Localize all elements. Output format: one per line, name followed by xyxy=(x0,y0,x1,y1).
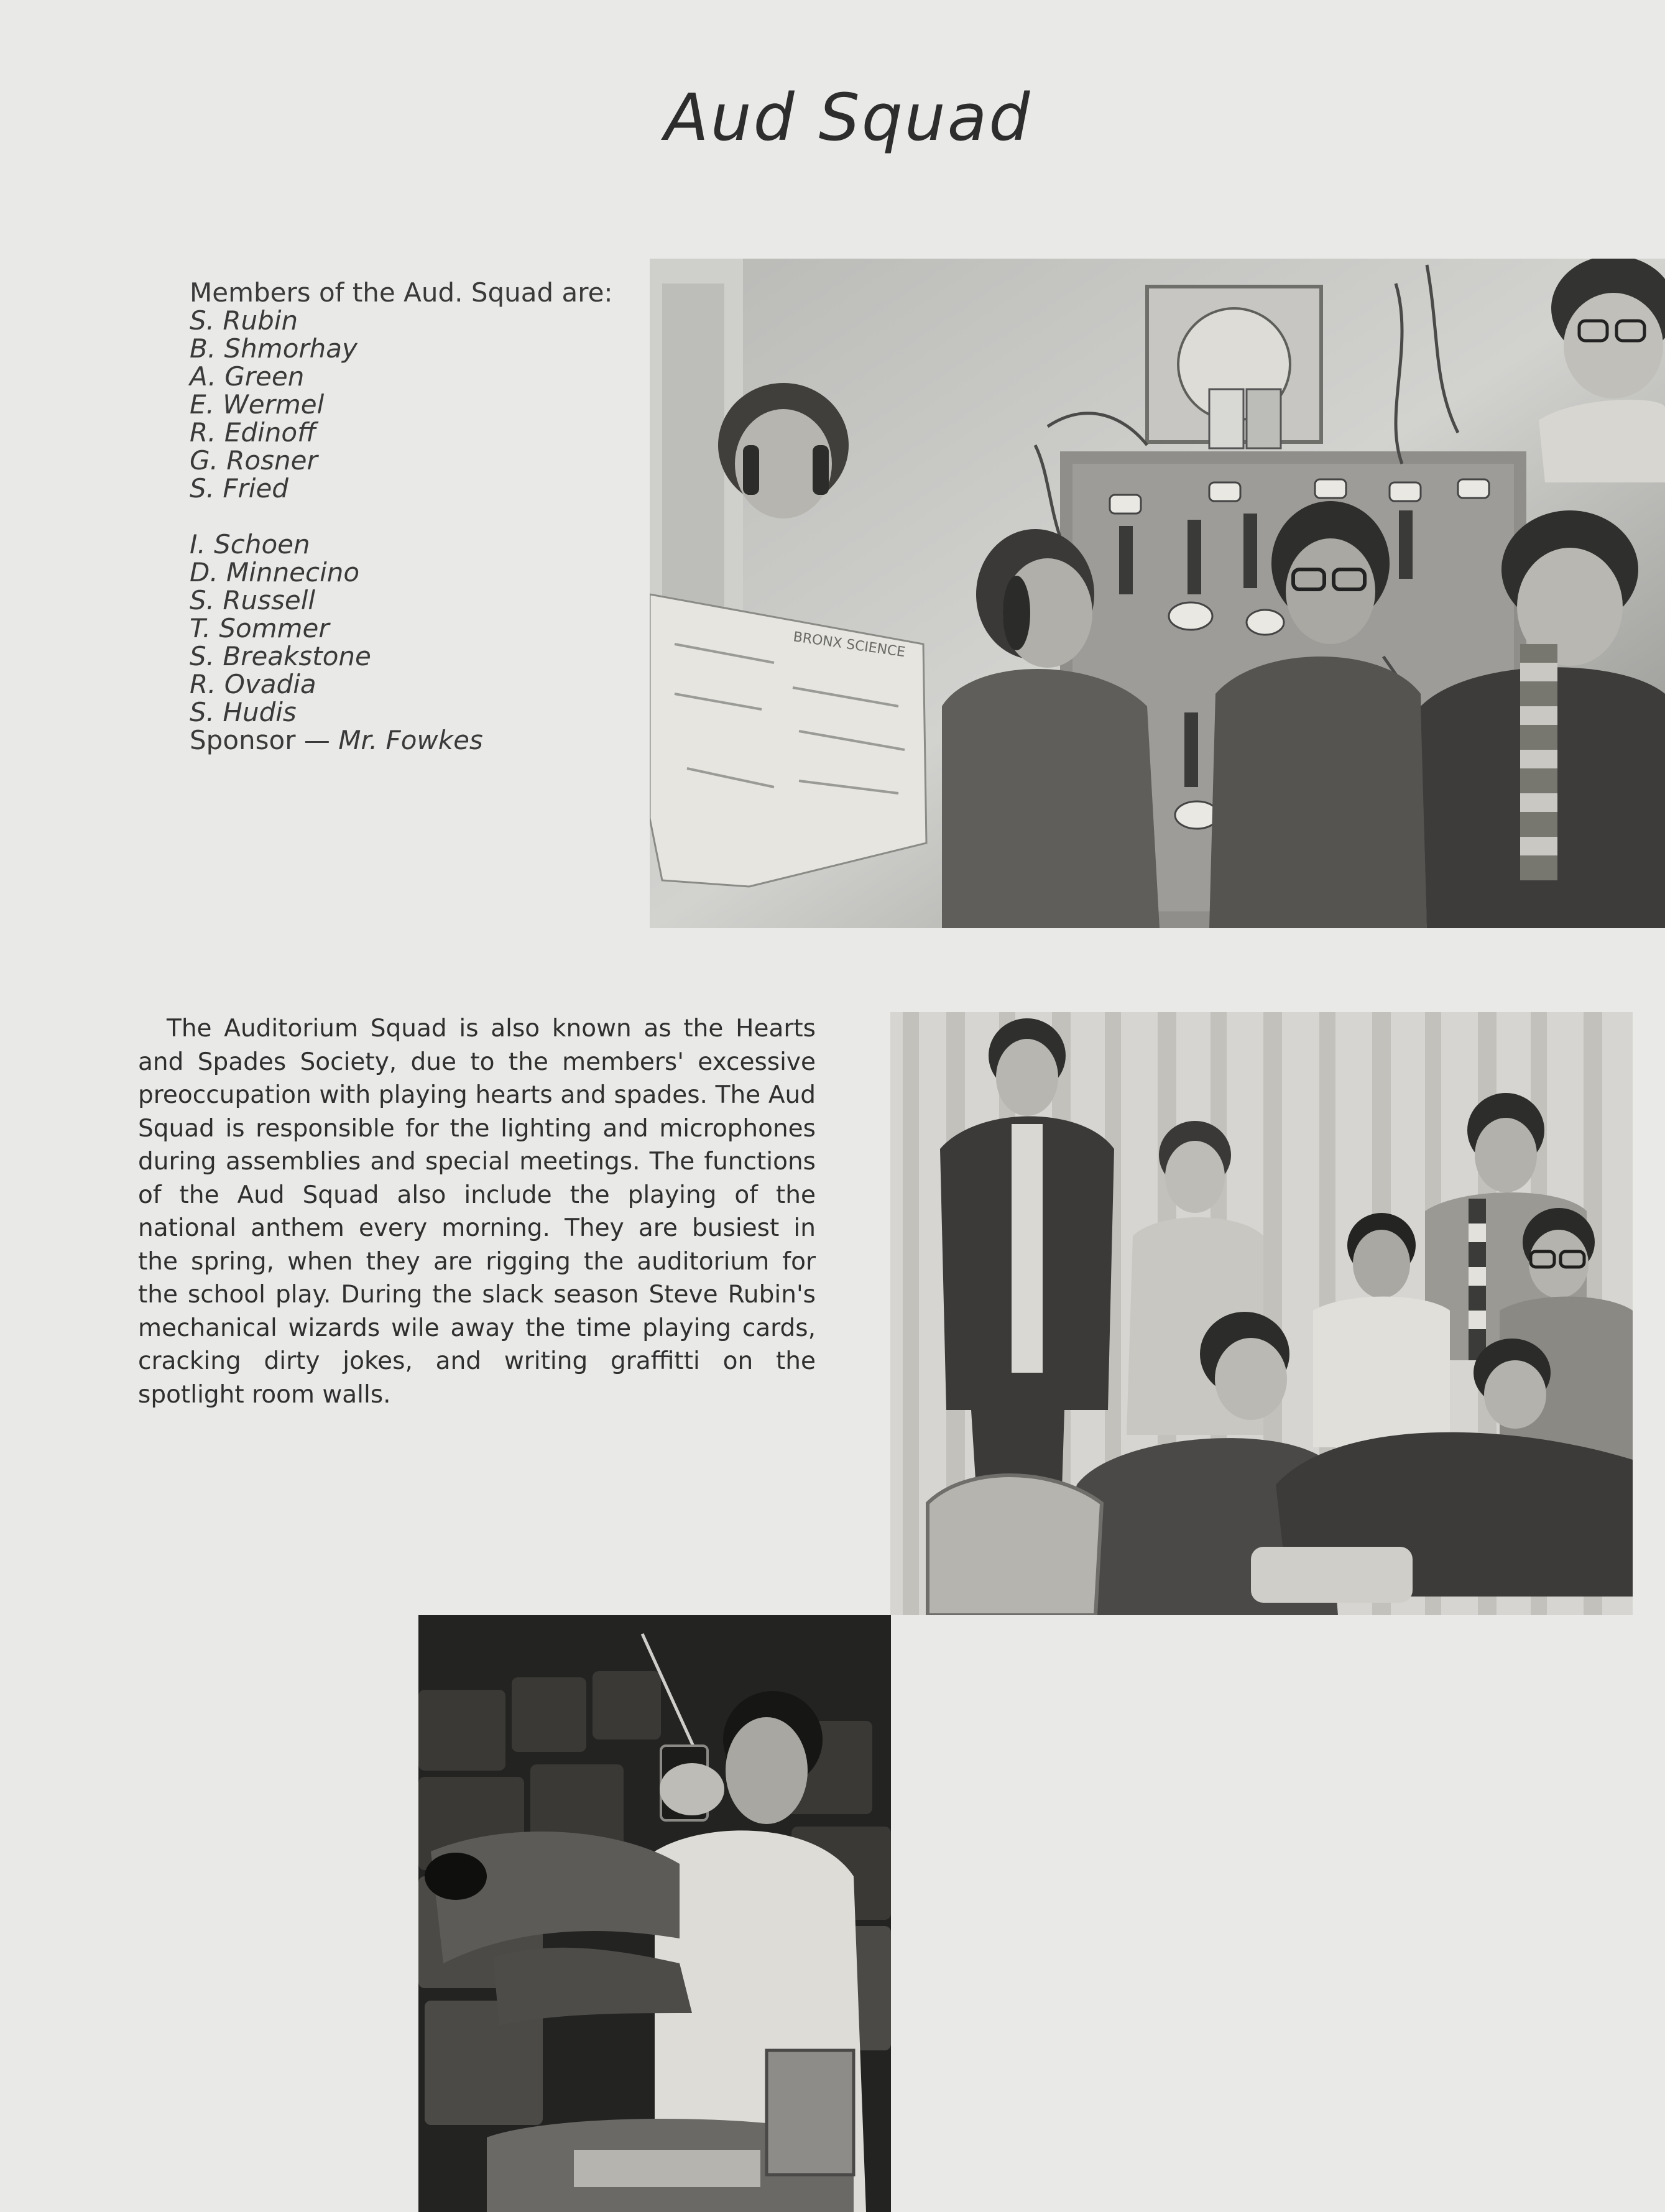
member-roster xyxy=(190,279,613,754)
newspaper-masthead: BRONX SCIENCE xyxy=(792,629,906,661)
roster-spacer xyxy=(190,502,613,530)
photo-group-curtain-image xyxy=(890,1012,1633,1615)
page-title: Aud Squad xyxy=(664,80,1032,155)
roster-member: S. Rubin xyxy=(190,305,298,336)
roster-member: S. Breakstone xyxy=(190,641,371,671)
roster-member: D. Minnecino xyxy=(190,557,360,588)
roster-member: E. Wermel xyxy=(190,389,325,420)
roster-member: R. Edinoff xyxy=(190,417,316,448)
roster-member: S. Fried xyxy=(190,473,288,504)
sponsor-name: Mr. Fowkes xyxy=(338,725,483,755)
roster-member: T. Sommer xyxy=(190,613,330,643)
sponsor-label: Sponsor — xyxy=(190,725,339,755)
roster-intro: Members of the Aud. Squad are: xyxy=(190,277,613,308)
roster-member: A. Green xyxy=(190,361,305,392)
photo-group-curtain xyxy=(890,1012,1633,1615)
roster-member: R. Ovadia xyxy=(190,669,316,699)
roster-member: I. Schoen xyxy=(190,529,310,560)
roster-member: S. Russell xyxy=(190,585,316,615)
roster-sponsor xyxy=(190,726,613,754)
roster-member: B. Shmorhay xyxy=(190,333,357,364)
photo-student-radio-image xyxy=(418,1615,891,2212)
photo-equipment-panel-image xyxy=(650,259,1665,928)
photo-equipment-panel xyxy=(650,259,1665,928)
roster-member: G. Rosner xyxy=(190,445,318,476)
roster-member: S. Hudis xyxy=(190,697,297,727)
article-text: The Auditorium Squad is also known as the Hearts and Spades Society, due to the members' excessive preoccupation with playing hearts and spades. The Aud Squad is responsible for the lighting and microphones during assemblies and special meetings. The functions of the Aud Squad also include the playing of the national anthem every morning. They are busiest in the spring, when they are rigging the auditorium for the school play. During the slack season Steve Rubin's mechanical wizards wile away the time playing cards, cracking dirty jokes, and writing graffitti on the spotlight room walls. xyxy=(138,1015,816,1409)
photo-student-radio xyxy=(418,1615,891,2212)
